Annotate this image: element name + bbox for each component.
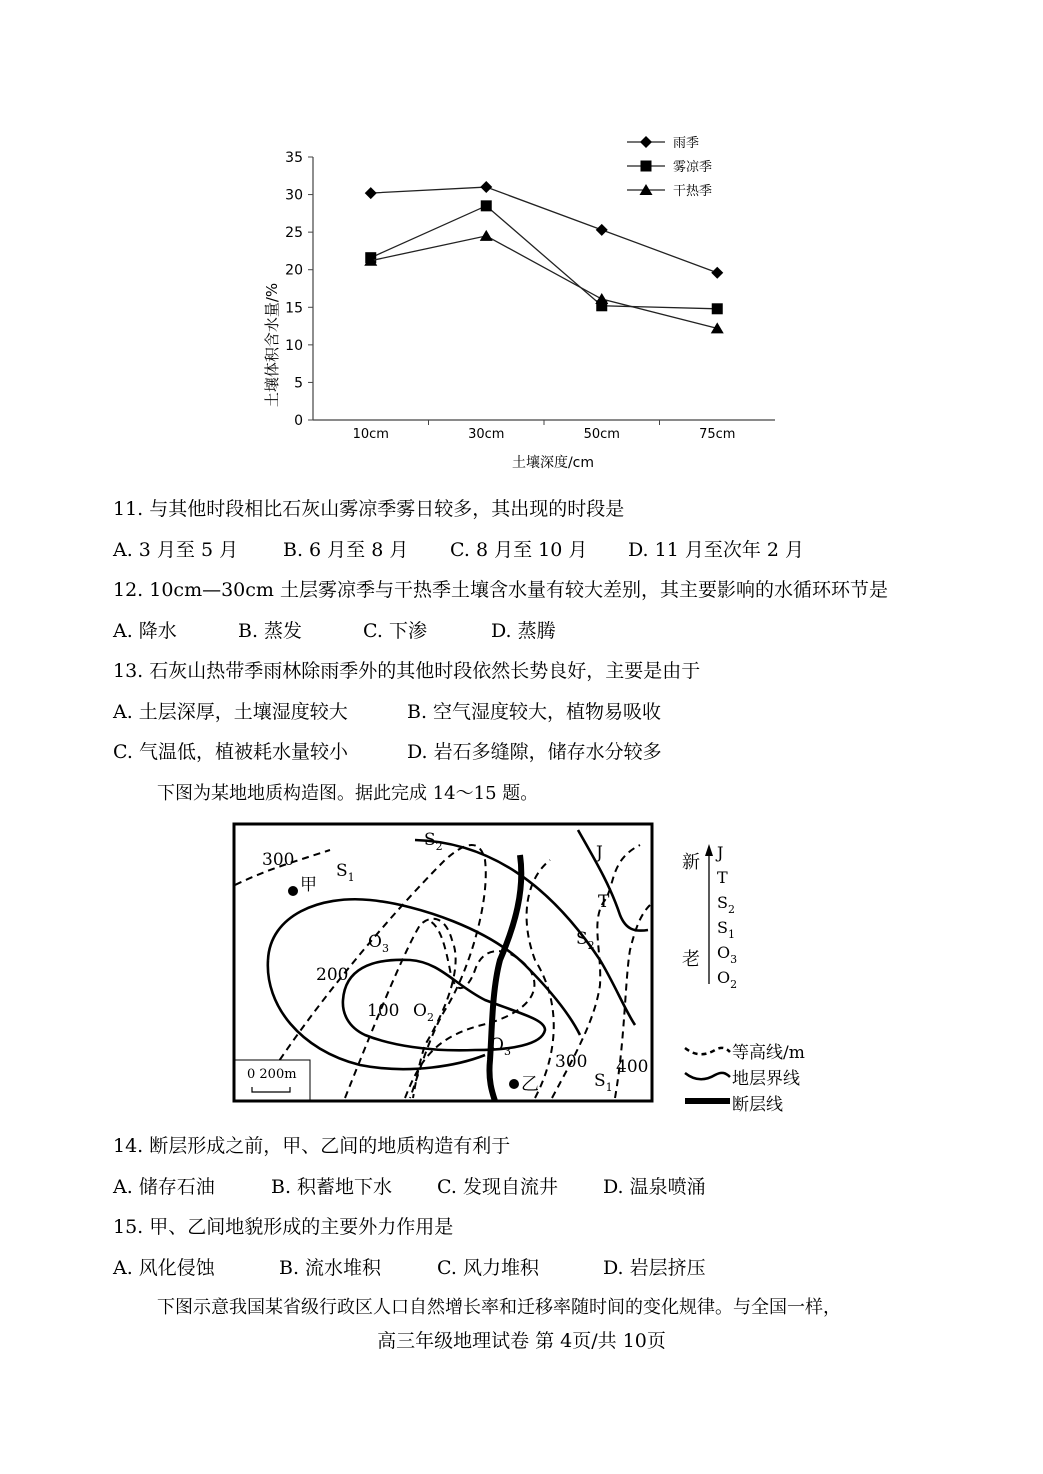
stratum-label-s2-top: $S_2$ [424,830,443,853]
stratum-label-s1-bottom: $S_1$ [594,1071,613,1094]
legend-boundary-symbol [685,1073,730,1079]
question-12-option-a[interactable]: A. 降水 [113,620,177,642]
question-11-stem: 11. 与其他时段相比石灰山雾凉季雾日较多，其出现的时段是 [113,498,625,520]
question-11-options [113,538,804,562]
data-point [596,224,608,236]
question-13-option-a[interactable]: A. 土层深厚，土壤湿度较大 [113,701,348,723]
question-15-stem: 15. 甲、乙间地貌形成的主要外力作用是 [113,1216,454,1238]
question-15-option-d[interactable]: D. 岩层挤压 [603,1257,706,1279]
stratum-label-j: J [596,843,603,863]
question-13-option-c[interactable]: C. 气温低，植被耗水量较小 [113,741,348,763]
question-15-option-a[interactable]: A. 风化侵蚀 [113,1257,215,1279]
question-12-stem: 12. 10cm—30cm 土层雾凉季与干热季土壤含水量有较大差别，其主要影响的水循环环节是 [113,579,888,601]
data-point [481,200,492,211]
legend-label: 雨季 [673,136,700,151]
question-14-options [113,1175,706,1199]
x-tick-label: 50cm [583,427,620,442]
series-1 [365,181,724,279]
chart-x-axis-label: 土壤深度/cm [511,455,595,471]
chart-y-axis-label: 土壤体积含水量/% [263,282,281,408]
question-12-option-c[interactable]: C. 下渗 [363,620,427,642]
age-arrow-head [705,844,713,856]
y-tick-label: 35 [285,150,303,166]
map-frame [234,824,652,1101]
age-column-item: $O_2$ [717,968,738,991]
population-intro: 下图示意我国某省级行政区人口自然增长率和迁移率随时间的变化规律。与全国一样， [157,1297,841,1318]
contour-label-300-topleft: 300 [262,850,295,870]
question-11-option-c[interactable]: C. 8 月至 10 月 [450,539,588,561]
chart-series [364,181,724,333]
question-14-option-a[interactable]: A. 储存石油 [113,1176,215,1198]
page-footer: 高三年级地理试卷 第 4页/共 10页 [377,1330,666,1352]
geology-intro: 下图为某地地质构造图。据此完成 14～15 题。 [157,783,539,804]
question-14-option-c[interactable]: C. 发现自流井 [437,1176,558,1198]
age-label-new: 新 [682,852,700,873]
contour-label-100: 100 [367,1001,400,1021]
question-11-option-d[interactable]: D. 11 月至次年 2 月 [628,539,805,561]
legend-contour-label: 等高线/m [732,1043,805,1063]
stratum-label-o3-bottom: $O_3$ [490,1035,511,1058]
x-tick-label: 10cm [352,427,389,442]
legend-marker [640,136,652,148]
stratum-label-t: T [598,892,610,912]
series-2 [365,200,723,314]
stratum-label-o2-center: $O_2$ [413,1001,434,1024]
question-12-options [113,619,556,643]
scale-label: 0 200m [247,1067,297,1082]
question-11-option-b[interactable]: B. 6 月至 8 月 [283,539,409,561]
fault-line [489,855,521,1101]
y-tick-label: 10 [285,337,303,354]
age-column-item: J [717,843,724,862]
legend-label: 雾凉季 [673,160,713,175]
y-tick-label: 0 [294,413,303,429]
question-15-option-b[interactable]: B. 流水堆积 [279,1257,382,1279]
data-point [365,187,377,199]
soil-moisture-chart [255,115,795,475]
data-point [480,230,493,241]
data-point [711,267,723,279]
data-point [480,181,492,193]
question-14-stem: 14. 断层形成之前，甲、乙间的地质构造有利于 [113,1135,511,1157]
geology-map [230,820,830,1120]
stratum-label-o3-left: $O_3$ [368,932,389,955]
chart-legend [627,136,712,199]
question-12-option-b[interactable]: B. 蒸发 [238,620,303,642]
question-13-options-row2 [113,740,662,764]
question-13-stem: 13. 石灰山热带季雨林除雨季外的其他时段依然长势良好，主要是由于 [113,660,701,682]
question-13-option-d[interactable]: D. 岩石多缝隙，储存水分较多 [407,741,662,763]
question-13-options-row1 [113,700,661,724]
data-point [595,293,608,304]
point-jia-label: 甲 [300,875,317,895]
stratum-label-s2-right: $S_2$ [576,929,595,952]
question-15-option-c[interactable]: C. 风力堆积 [437,1257,539,1279]
contour-label-200: 200 [316,965,349,985]
contour-label-400: 400 [616,1057,649,1077]
y-tick-label: 5 [294,375,303,392]
x-tick-label: 30cm [468,427,505,442]
question-15-options [113,1256,706,1280]
series-line [371,236,718,328]
point-jia-marker [288,886,298,896]
age-column-item: $S_2$ [717,893,735,916]
stratum-label-s1-top: $S_1$ [336,861,355,884]
age-column [715,843,737,991]
question-14-option-b[interactable]: B. 积蓄地下水 [271,1176,393,1198]
question-14-option-d[interactable]: D. 温泉喷涌 [603,1176,706,1198]
age-column-item: $O_3$ [717,943,738,966]
question-13-option-b[interactable]: B. 空气湿度较大，植物易吸收 [407,701,662,723]
y-tick-label: 30 [285,187,303,204]
point-yi-label: 乙 [521,1074,539,1095]
y-tick-label: 15 [285,300,303,317]
legend-boundary-label: 地层界线 [732,1069,800,1089]
series-line [371,187,718,273]
legend-fault-label: 断层线 [732,1095,783,1115]
legend-label: 干热季 [673,184,713,199]
question-12-option-d[interactable]: D. 蒸腾 [491,620,556,642]
age-column-item: $S_1$ [717,918,735,941]
legend-contour-symbol [685,1048,730,1054]
data-point [712,303,723,314]
point-yi-marker [509,1079,519,1089]
series-line [371,206,718,309]
question-11-option-a[interactable]: A. 3 月至 5 月 [113,539,239,561]
age-label-old: 老 [682,949,700,970]
y-tick-label: 25 [285,225,303,242]
contour-label-300-bottom: 300 [555,1052,588,1072]
legend-marker [641,161,652,172]
series-3 [364,230,724,333]
y-tick-label: 20 [285,262,303,279]
age-column-item: T [717,868,728,887]
x-tick-label: 75cm [699,427,736,442]
